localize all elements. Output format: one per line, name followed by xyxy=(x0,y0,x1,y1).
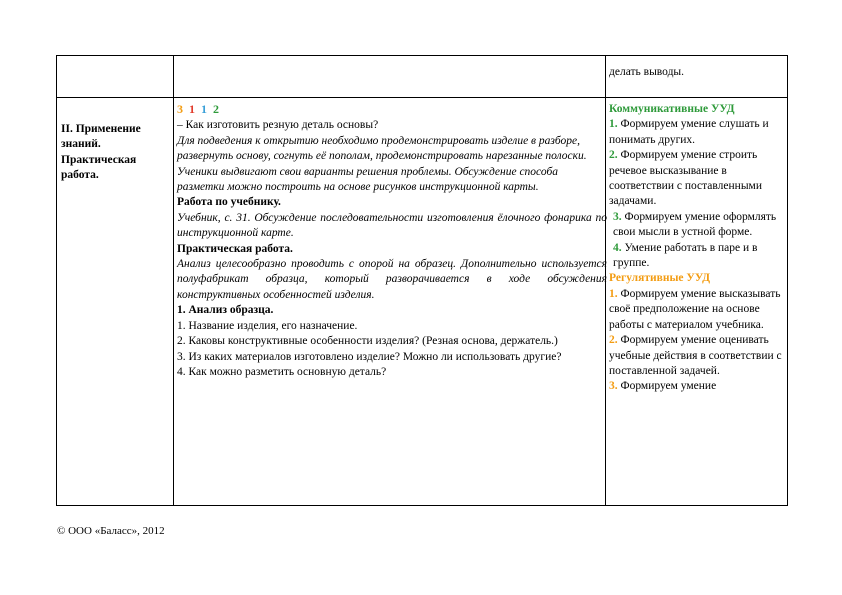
regulative-item-3 xyxy=(609,379,785,394)
regulative-item-2 xyxy=(609,333,785,379)
color-codes xyxy=(177,102,607,118)
item-number: 3. xyxy=(613,210,622,223)
content-line-5: Практическая работа. xyxy=(177,242,293,255)
content-line-7: 1. Анализ образца. xyxy=(177,304,274,317)
item-number: 2. xyxy=(609,334,618,347)
item-text: Формируем умение оформлять свои мысли в устной форме. xyxy=(613,210,777,239)
stage-cell: II. Применение знаний. Практическая работа. xyxy=(61,123,141,182)
item-text: Формируем умение xyxy=(620,380,717,393)
content-line-0: – Как изготовить резную деталь основы? xyxy=(177,119,379,132)
content-line-3: Работа по учебнику. xyxy=(177,196,281,209)
code-2: 1 xyxy=(201,102,207,116)
item-text: Формируем умение строить речевое высказывание в соответствии с поставленными задачами. xyxy=(609,149,762,208)
lesson-table xyxy=(56,55,788,506)
code-3: 2 xyxy=(213,102,219,116)
communicative-uud-heading: Коммуникативные УУД xyxy=(609,103,735,115)
content-cell xyxy=(177,102,607,380)
code-0: 3 xyxy=(177,102,183,116)
content-line-2: Ученики выдвигают свои варианты решения проблемы. Обсуждение способа разметки можно построить на основе рисунков инструкционной карты. xyxy=(177,165,558,194)
communicative-item-1 xyxy=(609,117,785,148)
content-line-1: Для подведения к открытию необходимо продемонстрировать изделие в разборе, развернуть основу, согнуть её пополам, продемонстрировать нарезанные полоски. xyxy=(177,134,587,163)
item-text: Формируем умение высказывать своё предположение на основе работы с материалом учебника. xyxy=(609,287,781,331)
item-number: 2. xyxy=(609,149,618,162)
communicative-item-2 xyxy=(609,148,785,210)
regulative-item-1 xyxy=(609,287,785,333)
communicative-item-4 xyxy=(609,241,785,272)
uud-cell xyxy=(609,102,785,395)
content-line-10: 3. Из каких материалов изготовлено изделие? Можно ли использовать другие? xyxy=(177,350,562,363)
row-divider xyxy=(57,97,787,98)
content-line-6: Анализ целесообразно проводить с опорой на образец. Дополнительно используется полуфабрикат образца, который разворачивается в ходе обсуждения конструктивных особенностей изделия. xyxy=(177,258,607,301)
copyright-footer: © ООО «Баласс», 2012 xyxy=(57,525,165,537)
regulative-uud-heading: Регулятивные УУД xyxy=(609,272,711,285)
column-divider-1 xyxy=(173,56,174,505)
content-line-11: 4. Как можно разметить основную деталь? xyxy=(177,365,387,378)
item-text: Формируем умение оценивать учебные действия в соответствии с поставленной задачей. xyxy=(609,334,782,377)
top-row-col3-text: делать выводы. xyxy=(609,66,685,78)
code-1: 1 xyxy=(189,102,195,116)
content-line-8: 1. Название изделия, его назначение. xyxy=(177,319,358,332)
item-number: 1. xyxy=(609,287,618,300)
item-text: Умение работать в паре и в группе. xyxy=(613,241,758,270)
content-line-9: 2. Каковы конструктивные особенности изделия? (Резная основа, держатель.) xyxy=(177,335,558,348)
item-text: Формируем умение слушать и понимать других. xyxy=(609,118,769,146)
content-line-4: Учебник, с. 31. Обсуждение последовательности изготовления ёлочного фонарика по инструкционной карте. xyxy=(177,211,607,240)
item-number: 4. xyxy=(613,241,622,254)
communicative-item-3 xyxy=(609,210,785,241)
item-number: 1. xyxy=(609,118,618,131)
item-number: 3. xyxy=(609,380,618,393)
